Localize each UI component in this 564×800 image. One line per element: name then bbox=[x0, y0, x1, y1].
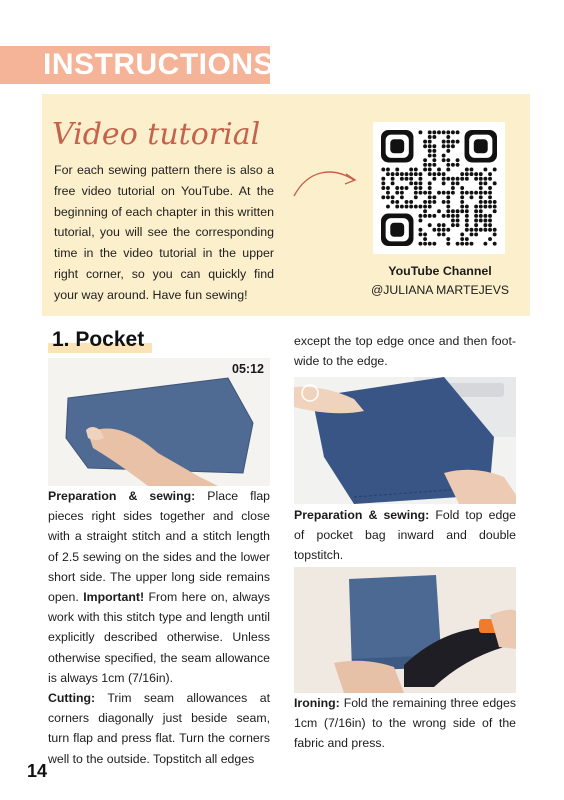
left-column-text bbox=[48, 486, 270, 769]
para2-text: Trim seam allowances at corners diagonally just beside seam, turn flap and press flat. Turn the corners well to the outside. Topstitch all edges bbox=[48, 691, 270, 766]
qr-code-icon bbox=[373, 122, 505, 254]
arrow-icon bbox=[290, 162, 360, 202]
youtube-channel-label: YouTube Channel bbox=[388, 264, 492, 278]
right-column-para3 bbox=[294, 505, 516, 566]
youtube-channel-handle: @JULIANA MARTEJEVS bbox=[370, 283, 510, 297]
para4-label: Ironing: bbox=[294, 696, 340, 710]
para1-text: Place flap pieces right sides together and close with a straight stitch and a stitch length of 2.5 sewing on the sides and the lower short side. The upper long side remains open. bbox=[48, 489, 270, 605]
para1-important: Important! bbox=[83, 590, 145, 605]
photo-ironing bbox=[294, 567, 516, 693]
photo-fold-top-edge bbox=[294, 377, 516, 504]
para3-label: Preparation & sewing: bbox=[294, 508, 430, 522]
page-number: 14 bbox=[27, 761, 48, 781]
para1-text2: From here on, always work with this stitch type and length until explicitly described otherwise. Unless otherwise specified, the seam allowance is always 1cm (7/16in). bbox=[48, 590, 270, 685]
para1-label: Preparation & sewing: bbox=[48, 489, 196, 503]
video-timestamp: 05:12 bbox=[232, 362, 264, 376]
right-column-para4 bbox=[294, 693, 516, 754]
para3-text: Fold top edge of pocket bag inward and double topstitch. bbox=[294, 508, 516, 563]
page-title: INSTRUCTIONS bbox=[43, 48, 274, 81]
video-tutorial-script-title bbox=[50, 108, 261, 158]
para2-label: Cutting: bbox=[48, 691, 96, 706]
youtube-qr-code[interactable] bbox=[373, 122, 505, 254]
photo-flap bbox=[48, 358, 270, 486]
right-column-continuation: except the top edge once and then foot-wide to the edge. bbox=[294, 334, 516, 369]
para4-text: Fold the remaining three edges 1cm (7/16in) to the wrong side of the fabric and press. bbox=[294, 696, 516, 751]
script-title-text: Video tutorial bbox=[52, 117, 261, 152]
section-title: 1. Pocket bbox=[52, 328, 145, 351]
video-tutorial-text: For each sewing pattern there is also a free video tutorial on YouTube. At the beginning of each chapter in this written tutorial, you will see the corresponding time in the video tutorial in the upper right corner, so you can quickly find your way around. Have fun sewing! bbox=[54, 163, 274, 302]
